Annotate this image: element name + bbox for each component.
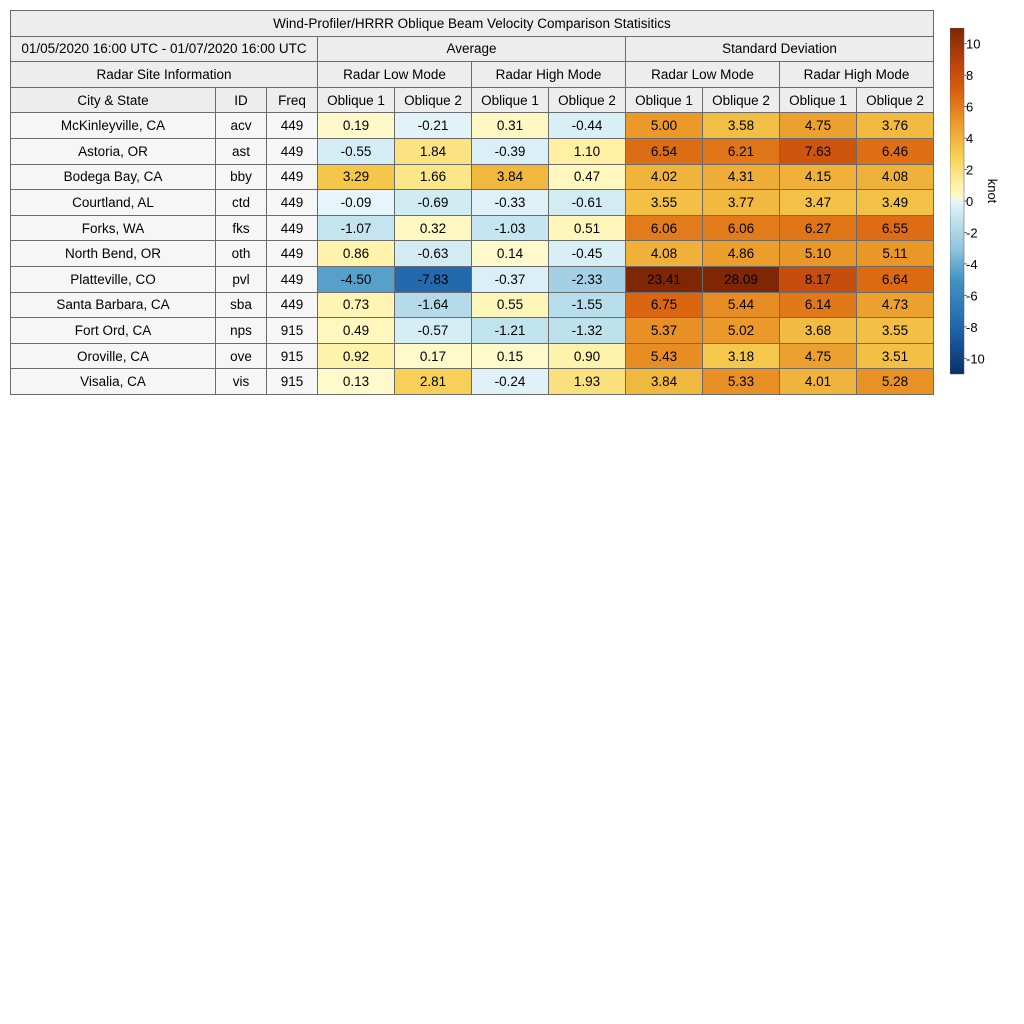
colorbar-tick-label: 10 bbox=[966, 36, 981, 52]
site-freq-cell: 449 bbox=[267, 138, 318, 164]
heatmap-cell: -1.55 bbox=[549, 292, 626, 318]
colorbar-tick-label: -6 bbox=[966, 288, 978, 304]
site-id-cell: bby bbox=[216, 164, 267, 190]
std-low-mode-header: Radar Low Mode bbox=[626, 62, 780, 88]
colorbar-ticks bbox=[964, 37, 985, 367]
table-row bbox=[11, 138, 934, 164]
column-header-row bbox=[11, 87, 934, 113]
heatmap-cell: -0.33 bbox=[472, 190, 549, 216]
heatmap-cell: 6.75 bbox=[626, 292, 703, 318]
heatmap-cell: 0.47 bbox=[549, 164, 626, 190]
heatmap-cell: -0.09 bbox=[318, 190, 395, 216]
site-freq-cell: 449 bbox=[267, 266, 318, 292]
heatmap-cell: 5.44 bbox=[703, 292, 780, 318]
site-freq-cell: 449 bbox=[267, 292, 318, 318]
site-city-cell: Forks, WA bbox=[11, 215, 216, 241]
heatmap-cell: 6.46 bbox=[857, 138, 934, 164]
radar-site-info-header: Radar Site Information bbox=[11, 62, 318, 88]
heatmap-cell: -0.63 bbox=[395, 241, 472, 267]
site-city-cell: Bodega Bay, CA bbox=[11, 164, 216, 190]
heatmap-cell: -0.37 bbox=[472, 266, 549, 292]
heatmap-cell: 0.14 bbox=[472, 241, 549, 267]
site-id-cell: acv bbox=[216, 113, 267, 139]
column-header: Oblique 2 bbox=[703, 87, 780, 113]
colorbar-label: knot bbox=[985, 178, 1000, 204]
heatmap-cell: -0.21 bbox=[395, 113, 472, 139]
heatmap-cell: 28.09 bbox=[703, 266, 780, 292]
heatmap-cell: 4.08 bbox=[857, 164, 934, 190]
heatmap-cell: 4.86 bbox=[703, 241, 780, 267]
site-id-cell: ove bbox=[216, 343, 267, 369]
colorbar bbox=[950, 28, 1010, 378]
std-dev-header: Standard Deviation bbox=[626, 36, 934, 62]
site-freq-cell: 449 bbox=[267, 190, 318, 216]
colorbar-tick-label: 0 bbox=[966, 194, 974, 209]
heatmap-cell: 6.06 bbox=[626, 215, 703, 241]
colorbar-tick-label: -10 bbox=[966, 351, 985, 367]
colorbar-tick-label: 8 bbox=[966, 68, 974, 84]
heatmap-cell: 3.68 bbox=[780, 318, 857, 344]
average-header: Average bbox=[318, 36, 626, 62]
table-row bbox=[11, 190, 934, 216]
colorbar-tick-label: 6 bbox=[966, 99, 974, 115]
site-city-cell: Visalia, CA bbox=[11, 369, 216, 395]
column-header: City & State bbox=[11, 87, 216, 113]
heatmap-cell: 4.02 bbox=[626, 164, 703, 190]
date-range: 01/05/2020 16:00 UTC - 01/07/2020 16:00 UTC bbox=[11, 36, 318, 62]
site-freq-cell: 449 bbox=[267, 215, 318, 241]
heatmap-cell: 4.08 bbox=[626, 241, 703, 267]
heatmap-cell: 3.49 bbox=[857, 190, 934, 216]
heatmap-cell: 5.33 bbox=[703, 369, 780, 395]
site-city-cell: Astoria, OR bbox=[11, 138, 216, 164]
heatmap-cell: 0.31 bbox=[472, 113, 549, 139]
heatmap-cell: 1.10 bbox=[549, 138, 626, 164]
heatmap-cell: -0.45 bbox=[549, 241, 626, 267]
heatmap-cell: 5.28 bbox=[857, 369, 934, 395]
heatmap-cell: 1.66 bbox=[395, 164, 472, 190]
heatmap-cell: 3.77 bbox=[703, 190, 780, 216]
colorbar-tick-label: 2 bbox=[966, 162, 974, 178]
table-row bbox=[11, 292, 934, 318]
table-row bbox=[11, 164, 934, 190]
heatmap-cell: 5.43 bbox=[626, 343, 703, 369]
site-id-cell: ast bbox=[216, 138, 267, 164]
heatmap-cell: 6.55 bbox=[857, 215, 934, 241]
heatmap-cell: 5.10 bbox=[780, 241, 857, 267]
heatmap-cell: 4.31 bbox=[703, 164, 780, 190]
site-freq-cell: 915 bbox=[267, 343, 318, 369]
site-city-cell: Santa Barbara, CA bbox=[11, 292, 216, 318]
heatmap-cell: 3.84 bbox=[626, 369, 703, 395]
heatmap-cell: 4.75 bbox=[780, 113, 857, 139]
heatmap-cell: 5.02 bbox=[703, 318, 780, 344]
heatmap-cell: 0.86 bbox=[318, 241, 395, 267]
site-city-cell: Fort Ord, CA bbox=[11, 318, 216, 344]
heatmap-cell: 3.58 bbox=[703, 113, 780, 139]
heatmap-cell: 0.55 bbox=[472, 292, 549, 318]
heatmap-cell: -2.33 bbox=[549, 266, 626, 292]
colorbar-tick-label: -4 bbox=[966, 256, 978, 272]
heatmap-cell: 6.21 bbox=[703, 138, 780, 164]
site-id-cell: sba bbox=[216, 292, 267, 318]
heatmap-cell: -0.55 bbox=[318, 138, 395, 164]
heatmap-cell: -0.39 bbox=[472, 138, 549, 164]
heatmap-cell: 0.32 bbox=[395, 215, 472, 241]
heatmap-cell: 5.37 bbox=[626, 318, 703, 344]
heatmap-cell: -1.32 bbox=[549, 318, 626, 344]
heatmap-cell: -7.83 bbox=[395, 266, 472, 292]
heatmap-cell: 5.11 bbox=[857, 241, 934, 267]
heatmap-cell: -1.07 bbox=[318, 215, 395, 241]
heatmap-cell: 3.51 bbox=[857, 343, 934, 369]
colorbar-tick-label: -2 bbox=[966, 225, 978, 241]
column-header: Freq bbox=[267, 87, 318, 113]
heatmap-cell: 0.73 bbox=[318, 292, 395, 318]
heatmap-cell: 4.01 bbox=[780, 369, 857, 395]
site-city-cell: North Bend, OR bbox=[11, 241, 216, 267]
table-row bbox=[11, 266, 934, 292]
site-freq-cell: 915 bbox=[267, 369, 318, 395]
heatmap-cell: 1.84 bbox=[395, 138, 472, 164]
heatmap-cell: 1.93 bbox=[549, 369, 626, 395]
avg-high-mode-header: Radar High Mode bbox=[472, 62, 626, 88]
heatmap-cell: 6.64 bbox=[857, 266, 934, 292]
heatmap-cell: 0.51 bbox=[549, 215, 626, 241]
heatmap-cell: 0.17 bbox=[395, 343, 472, 369]
heatmap-cell: 3.55 bbox=[857, 318, 934, 344]
heatmap-cell: 3.76 bbox=[857, 113, 934, 139]
heatmap-cell: 0.92 bbox=[318, 343, 395, 369]
heatmap-cell: 23.41 bbox=[626, 266, 703, 292]
heatmap-cell: -0.24 bbox=[472, 369, 549, 395]
heatmap-cell: -0.44 bbox=[549, 113, 626, 139]
heatmap-cell: 6.54 bbox=[626, 138, 703, 164]
heatmap-cell: -0.61 bbox=[549, 190, 626, 216]
table-row bbox=[11, 113, 934, 139]
table-title: Wind-Profiler/HRRR Oblique Beam Velocity Comparison Statisitics bbox=[11, 11, 934, 37]
colorbar-tick-label: -8 bbox=[966, 319, 978, 335]
heatmap-cell: 3.29 bbox=[318, 164, 395, 190]
site-city-cell: McKinleyville, CA bbox=[11, 113, 216, 139]
table-row bbox=[11, 343, 934, 369]
site-city-cell: Oroville, CA bbox=[11, 343, 216, 369]
site-id-cell: pvl bbox=[216, 266, 267, 292]
colorbar-gradient bbox=[950, 28, 964, 374]
heatmap-cell: 6.14 bbox=[780, 292, 857, 318]
heatmap-cell: 0.19 bbox=[318, 113, 395, 139]
site-freq-cell: 449 bbox=[267, 164, 318, 190]
heatmap-cell: 4.73 bbox=[857, 292, 934, 318]
heatmap-cell: 2.81 bbox=[395, 369, 472, 395]
colorbar-tick-label: 4 bbox=[966, 131, 974, 147]
column-header: Oblique 1 bbox=[472, 87, 549, 113]
heatmap-cell: 8.17 bbox=[780, 266, 857, 292]
site-freq-cell: 915 bbox=[267, 318, 318, 344]
heatmap-cell: 3.55 bbox=[626, 190, 703, 216]
comparison-table bbox=[10, 10, 934, 395]
site-id-cell: nps bbox=[216, 318, 267, 344]
heatmap-cell: 4.75 bbox=[780, 343, 857, 369]
heatmap-cell: -4.50 bbox=[318, 266, 395, 292]
heatmap-cell: -0.69 bbox=[395, 190, 472, 216]
site-freq-cell: 449 bbox=[267, 241, 318, 267]
heatmap-cell: 3.47 bbox=[780, 190, 857, 216]
heatmap-cell: 6.27 bbox=[780, 215, 857, 241]
avg-low-mode-header: Radar Low Mode bbox=[318, 62, 472, 88]
heatmap-cell: 3.18 bbox=[703, 343, 780, 369]
site-id-cell: oth bbox=[216, 241, 267, 267]
table-row bbox=[11, 318, 934, 344]
column-header: Oblique 2 bbox=[857, 87, 934, 113]
site-city-cell: Courtland, AL bbox=[11, 190, 216, 216]
site-id-cell: vis bbox=[216, 369, 267, 395]
column-header: Oblique 2 bbox=[395, 87, 472, 113]
heatmap-cell: -0.57 bbox=[395, 318, 472, 344]
table-body bbox=[11, 113, 934, 395]
table-row bbox=[11, 215, 934, 241]
heatmap-cell: 0.15 bbox=[472, 343, 549, 369]
heatmap-cell: -1.64 bbox=[395, 292, 472, 318]
site-freq-cell: 449 bbox=[267, 113, 318, 139]
column-header: ID bbox=[216, 87, 267, 113]
heatmap-cell: 7.63 bbox=[780, 138, 857, 164]
heatmap-cell: 6.06 bbox=[703, 215, 780, 241]
site-id-cell: fks bbox=[216, 215, 267, 241]
table-row bbox=[11, 241, 934, 267]
column-header: Oblique 1 bbox=[318, 87, 395, 113]
heatmap-cell: 4.15 bbox=[780, 164, 857, 190]
heatmap-cell: -1.03 bbox=[472, 215, 549, 241]
heatmap-cell: 3.84 bbox=[472, 164, 549, 190]
table-row bbox=[11, 369, 934, 395]
std-high-mode-header: Radar High Mode bbox=[780, 62, 934, 88]
column-header: Oblique 2 bbox=[549, 87, 626, 113]
heatmap-cell: 0.90 bbox=[549, 343, 626, 369]
site-id-cell: ctd bbox=[216, 190, 267, 216]
heatmap-cell: 0.13 bbox=[318, 369, 395, 395]
site-city-cell: Platteville, CO bbox=[11, 266, 216, 292]
heatmap-cell: 5.00 bbox=[626, 113, 703, 139]
heatmap-cell: -1.21 bbox=[472, 318, 549, 344]
heatmap-cell: 0.49 bbox=[318, 318, 395, 344]
column-header: Oblique 1 bbox=[626, 87, 703, 113]
column-header: Oblique 1 bbox=[780, 87, 857, 113]
